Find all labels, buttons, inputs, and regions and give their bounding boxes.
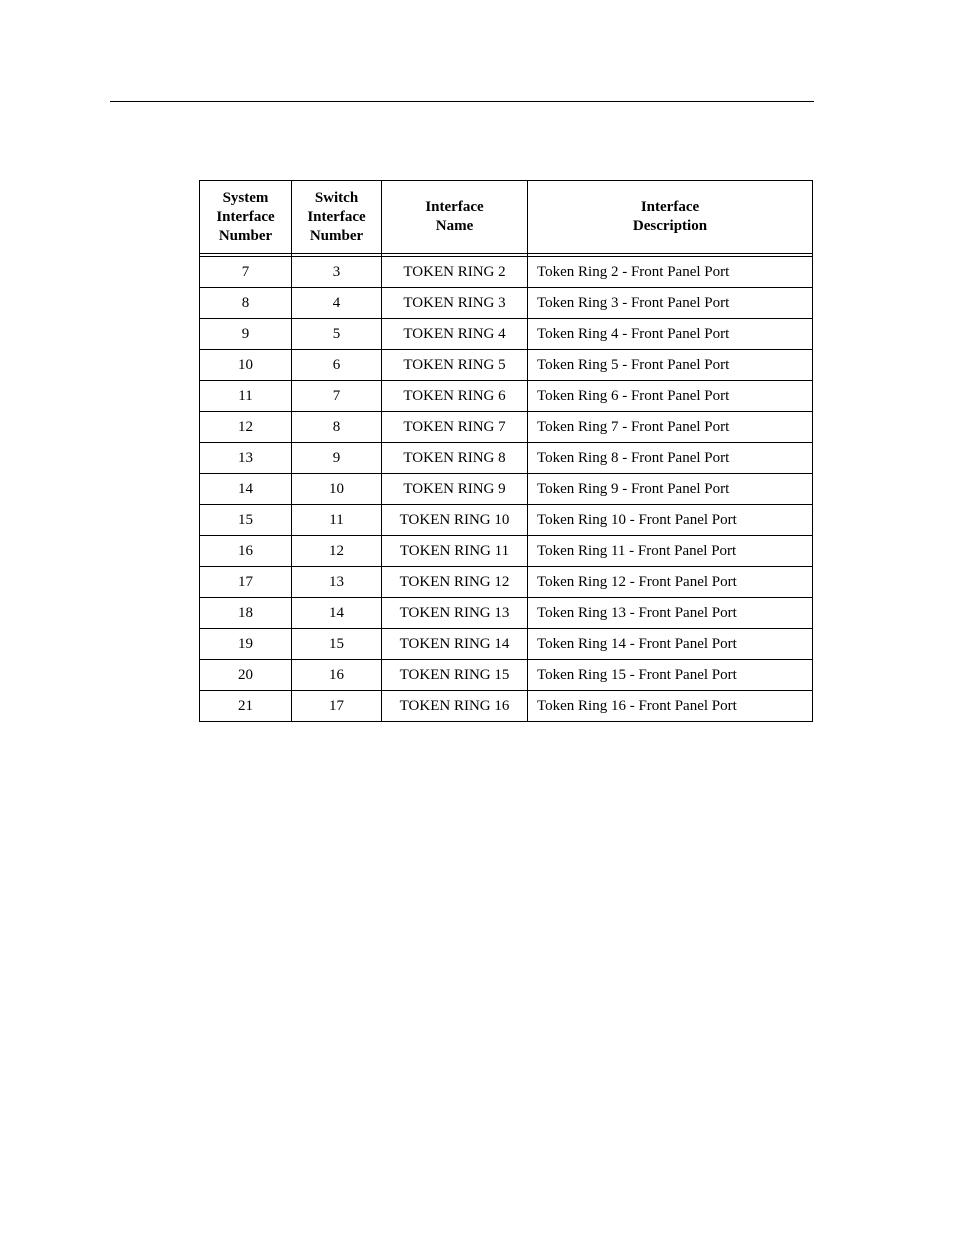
switch-interface-number-cell: 8: [292, 412, 382, 443]
system-interface-number-cell: 19: [200, 629, 292, 660]
table-row: [200, 505, 813, 536]
switch-interface-number-cell: 10: [292, 474, 382, 505]
header-line: Interface: [425, 199, 484, 215]
interface-name-cell: TOKEN RING 10: [382, 505, 528, 536]
header-row: [200, 181, 813, 254]
interface-name-cell: TOKEN RING 9: [382, 474, 528, 505]
header-interface-name: [382, 181, 528, 254]
table-row: [200, 567, 813, 598]
table-row: [200, 629, 813, 660]
interface-description-cell: Token Ring 13 - Front Panel Port: [528, 598, 813, 629]
header-interface-description: [528, 181, 813, 254]
header-line: Number: [218, 227, 273, 244]
interface-name-cell: TOKEN RING 6: [382, 381, 528, 412]
switch-interface-number-cell: 14: [292, 598, 382, 629]
system-interface-number-cell: 7: [200, 257, 292, 288]
table-row: [200, 350, 813, 381]
switch-interface-number-cell: 12: [292, 536, 382, 567]
interface-name-cell: TOKEN RING 15: [382, 660, 528, 691]
table-row: [200, 381, 813, 412]
interface-description-cell: Token Ring 4 - Front Panel Port: [528, 319, 813, 350]
switch-interface-number-cell: 17: [292, 691, 382, 722]
table-row: [200, 474, 813, 505]
switch-interface-number-cell: 15: [292, 629, 382, 660]
interface-description-cell: Token Ring 14 - Front Panel Port: [528, 629, 813, 660]
table-body: [200, 257, 813, 722]
switch-interface-number-cell: 9: [292, 443, 382, 474]
header-switch-interface-number: [292, 181, 382, 254]
system-interface-number-cell: 15: [200, 505, 292, 536]
interface-name-cell: TOKEN RING 11: [382, 536, 528, 567]
interface-name-cell: TOKEN RING 2: [382, 257, 528, 288]
interface-name-cell: TOKEN RING 14: [382, 629, 528, 660]
header-line: Name: [435, 218, 474, 234]
interface-name-cell: TOKEN RING 13: [382, 598, 528, 629]
switch-interface-number-cell: 7: [292, 381, 382, 412]
system-interface-number-cell: 16: [200, 536, 292, 567]
interface-description-cell: Token Ring 3 - Front Panel Port: [528, 288, 813, 319]
system-interface-number-cell: 18: [200, 598, 292, 629]
system-interface-number-cell: 10: [200, 350, 292, 381]
table-header: [200, 181, 813, 257]
header-line: Interface: [216, 208, 275, 225]
interface-name-cell: TOKEN RING 12: [382, 567, 528, 598]
header-line: System: [222, 189, 269, 206]
interface-description-cell: Token Ring 9 - Front Panel Port: [528, 474, 813, 505]
table-row: [200, 288, 813, 319]
interface-description-cell: Token Ring 11 - Front Panel Port: [528, 536, 813, 567]
interface-description-cell: Token Ring 7 - Front Panel Port: [528, 412, 813, 443]
system-interface-number-cell: 11: [200, 381, 292, 412]
switch-interface-number-cell: 11: [292, 505, 382, 536]
header-rule: [110, 101, 814, 102]
interface-name-cell: TOKEN RING 7: [382, 412, 528, 443]
switch-interface-number-cell: 4: [292, 288, 382, 319]
table-row: [200, 319, 813, 350]
interface-description-cell: Token Ring 6 - Front Panel Port: [528, 381, 813, 412]
interface-name-cell: TOKEN RING 8: [382, 443, 528, 474]
header-line: Number: [309, 227, 364, 244]
interface-name-cell: TOKEN RING 16: [382, 691, 528, 722]
interface-description-cell: Token Ring 15 - Front Panel Port: [528, 660, 813, 691]
interface-description-cell: Token Ring 10 - Front Panel Port: [528, 505, 813, 536]
table-row: [200, 536, 813, 567]
table-row: [200, 598, 813, 629]
header-line: Switch: [314, 189, 359, 206]
header-system-interface-number: [200, 181, 292, 254]
system-interface-number-cell: 9: [200, 319, 292, 350]
system-interface-number-cell: 20: [200, 660, 292, 691]
header-line: Interface: [307, 208, 366, 225]
table-row: [200, 257, 813, 288]
system-interface-number-cell: 8: [200, 288, 292, 319]
system-interface-number-cell: 21: [200, 691, 292, 722]
interface-name-cell: TOKEN RING 3: [382, 288, 528, 319]
interface-description-cell: Token Ring 16 - Front Panel Port: [528, 691, 813, 722]
table-row: [200, 691, 813, 722]
interface-description-cell: Token Ring 12 - Front Panel Port: [528, 567, 813, 598]
interface-description-cell: Token Ring 8 - Front Panel Port: [528, 443, 813, 474]
switch-interface-number-cell: 3: [292, 257, 382, 288]
table-row: [200, 660, 813, 691]
interface-description-cell: Token Ring 2 - Front Panel Port: [528, 257, 813, 288]
table-row: [200, 443, 813, 474]
switch-interface-number-cell: 16: [292, 660, 382, 691]
switch-interface-number-cell: 6: [292, 350, 382, 381]
system-interface-number-cell: 14: [200, 474, 292, 505]
header-line: Description: [632, 218, 708, 234]
switch-interface-number-cell: 5: [292, 319, 382, 350]
interface-table: [199, 180, 813, 722]
table-row: [200, 412, 813, 443]
interface-name-cell: TOKEN RING 5: [382, 350, 528, 381]
interface-description-cell: Token Ring 5 - Front Panel Port: [528, 350, 813, 381]
header-line: Interface: [640, 199, 700, 215]
system-interface-number-cell: 13: [200, 443, 292, 474]
system-interface-number-cell: 17: [200, 567, 292, 598]
interface-name-cell: TOKEN RING 4: [382, 319, 528, 350]
system-interface-number-cell: 12: [200, 412, 292, 443]
switch-interface-number-cell: 13: [292, 567, 382, 598]
